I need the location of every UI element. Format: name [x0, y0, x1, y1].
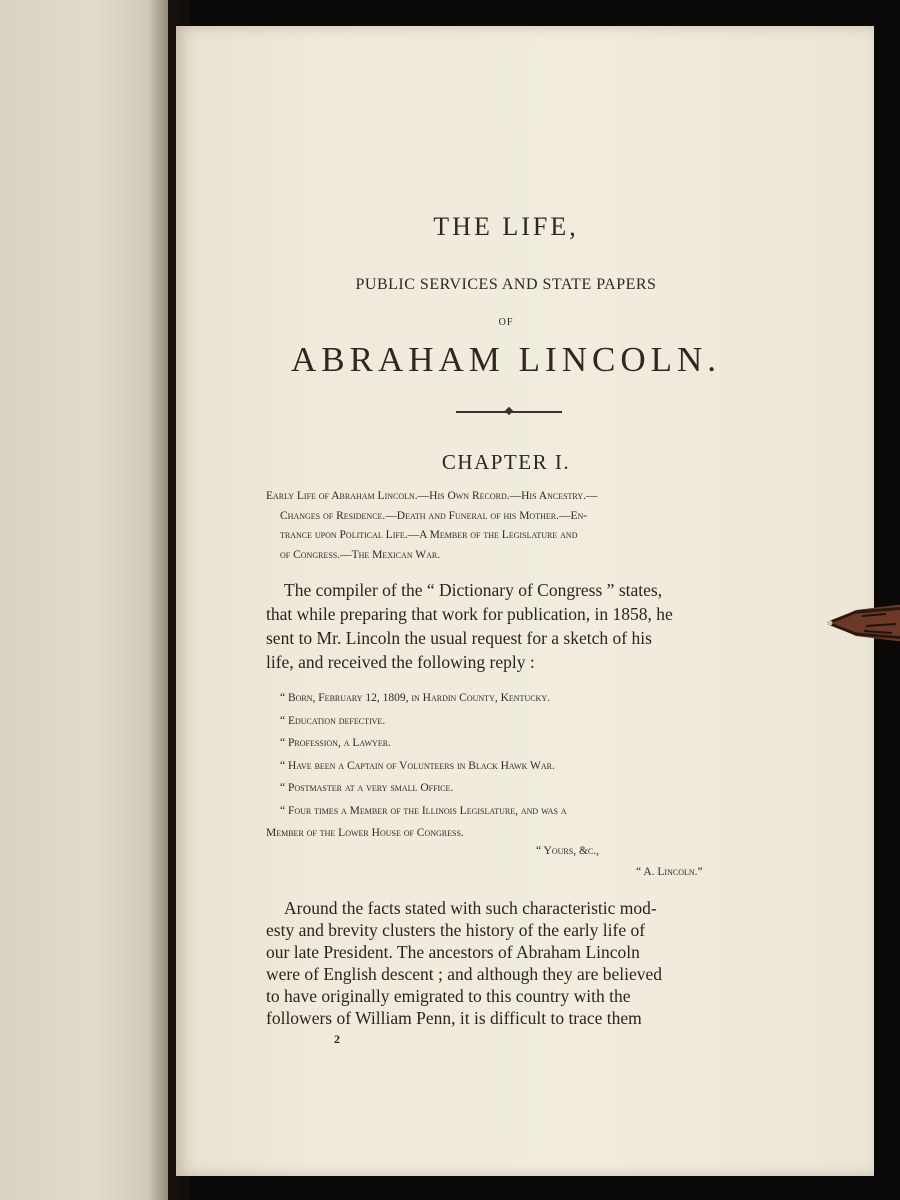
quote-line: “ Profession, a Lawyer. [280, 737, 391, 749]
quote-line: “ Have been a Captain of Volunteers in Black Hawk War. [280, 759, 555, 772]
paragraph-line: our late President. The ancestors of Abraham Lincoln [266, 942, 640, 962]
summary-line: trance upon Political Life.—A Member of the Legislature and [280, 529, 578, 541]
summary-line: Early Life of Abraham Lincoln.—His Own Record.—His Ancestry.— [266, 490, 598, 502]
paragraph-line: life, and received the following reply : [266, 652, 535, 672]
paragraph-line: Around the facts stated with such characteristic mod- [284, 898, 657, 918]
signature-name: “ A. Lincoln.” [636, 866, 703, 878]
paragraph-line: sent to Mr. Lincoln the usual request for a sketch of his [266, 628, 652, 648]
paragraph-line: that while preparing that work for publication, in 1858, he [266, 604, 673, 624]
summary-line: Changes of Residence.—Death and Funeral of his Mother.—En- [280, 509, 588, 522]
quote-line: “ Born, February 12, 1809, in Hardin County, Kentucky. [280, 692, 550, 704]
paragraph-line: esty and brevity clusters the history of the early life of [266, 920, 646, 940]
summary-line: of Congress.—The Mexican War. [280, 548, 441, 561]
signature-closing: “ Yours, &c., [536, 845, 599, 857]
chapter-summary [266, 487, 754, 565]
paragraph-line: The compiler of the “ Dictionary of Congress ” states, [284, 580, 663, 600]
left-page [0, 0, 168, 1200]
paragraph-1 [266, 578, 754, 674]
paragraph-line: were of English descent ; and although they are believed [266, 964, 663, 984]
quote-line: “ Four times a Member of the Illinois Legislature, and was a [280, 804, 567, 817]
title-line-1: THE LIFE, [433, 212, 579, 241]
title-line-2: PUBLIC SERVICES AND STATE PAPERS [355, 276, 657, 293]
quote-line: Member of the Lower House of Congress. [266, 827, 464, 839]
lincoln-quote [266, 687, 754, 845]
signature-mark: 2 [334, 1032, 340, 1046]
quote-line: “ Postmaster at a very small Office. [280, 782, 454, 794]
paragraph-2 [266, 897, 754, 1029]
chapter-heading: CHAPTER I. [441, 450, 571, 474]
title-name: ABRAHAM LINCOLN. [291, 340, 721, 379]
paragraph-line: followers of William Penn, it is difficult to trace them [266, 1008, 642, 1028]
page-marker-icon [826, 600, 900, 646]
title-line-3: OF [498, 317, 514, 328]
quote-line: “ Education defective. [280, 714, 386, 727]
paragraph-line: to have originally emigrated to this country with the [266, 986, 631, 1006]
